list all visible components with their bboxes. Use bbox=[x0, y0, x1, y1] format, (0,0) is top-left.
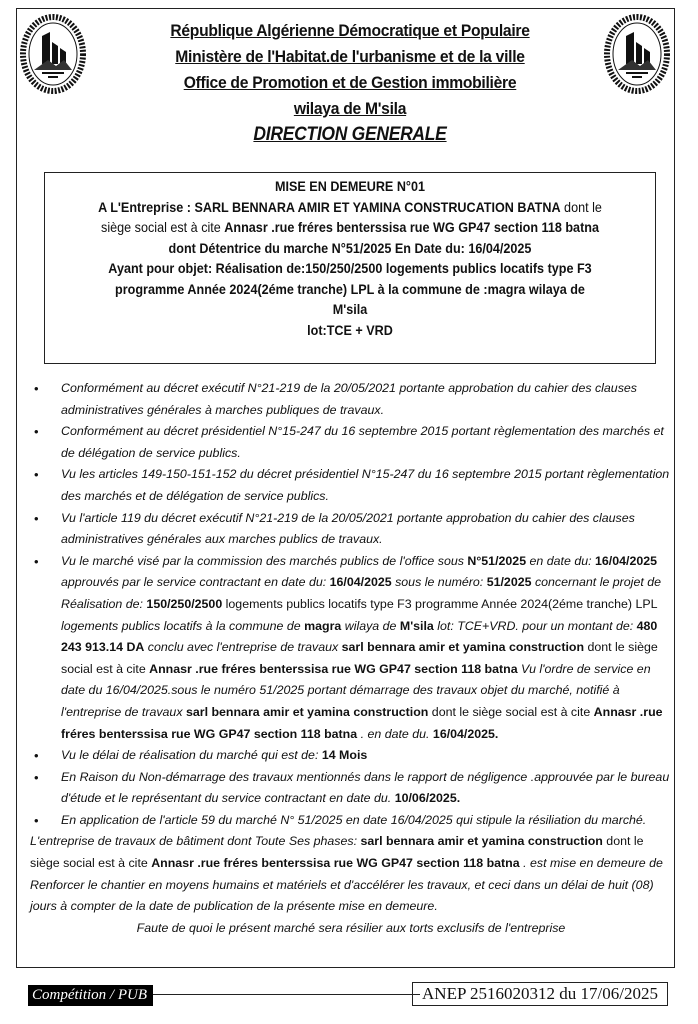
text: logements publics locatifs type F3 programme Année 2024(2éme tranche) LPL bbox=[222, 596, 658, 611]
footer-divider bbox=[120, 994, 420, 995]
notice-title: MISE EN DEMEURE N°01 bbox=[275, 178, 425, 194]
text: sous le numéro: bbox=[391, 575, 487, 590]
company-name: sarl bennara amir et yamina construction bbox=[360, 834, 603, 849]
addressee-prefix: A L'Entreprise : bbox=[98, 198, 195, 215]
address: Annasr .rue fréres benterssisa rue WG GP47 section 118 batna bbox=[149, 661, 518, 676]
notice-holder: dont Détentrice du marche N°51/2025 En Date du: 16/04/2025 bbox=[168, 239, 532, 256]
date: 16/04/2025 bbox=[595, 553, 658, 568]
header-republic: République Algérienne Démocratique et Populaire bbox=[170, 21, 530, 40]
notice-seat bbox=[76, 217, 625, 238]
text: logements publics locatifs à la commune de bbox=[61, 618, 305, 633]
date: 16/04/2025 bbox=[329, 575, 392, 590]
amount: 480 243 913.14 DA bbox=[61, 618, 658, 655]
bullet-icon: • bbox=[34, 553, 39, 569]
text: conclu avec l'entreprise de travaux bbox=[144, 640, 342, 655]
list-item-application bbox=[30, 810, 672, 832]
text: dont le siège social est à cite bbox=[428, 704, 594, 719]
closing-statement: Faute de quoi le présent marché sera résilier aux torts exclusifs de l'entreprise bbox=[136, 920, 566, 935]
text: Vu le délai de réalisation du marché qui est de: bbox=[61, 748, 322, 763]
text: dont le siège social est à cite bbox=[61, 640, 658, 676]
address: Annasr .rue fréres benterssisa rue WG GP47 section 118 batna bbox=[61, 704, 663, 741]
delay-value: 14 Mois bbox=[321, 748, 368, 763]
wilaya: M'sila bbox=[399, 618, 434, 633]
notice-object-1: Ayant pour objet: Réalisation de:150/250/2500 logements publics locatifs type F3 bbox=[108, 260, 592, 276]
text: Vu l'ordre de service en date du 16/04/2025.sous le numéro 51/2025 portant démarrage des travaux objet du marché, notifié à l'entreprise de travaux bbox=[61, 661, 651, 719]
list-item-delay bbox=[30, 745, 672, 767]
conclusion-paragraph bbox=[30, 831, 672, 917]
list-item-market bbox=[30, 551, 672, 745]
text: En Raison du Non-démarrage des travaux mentionnés dans le rapport de négligence .approuvée par le bureau d'étude et le représentant du service contractant en date du. bbox=[61, 769, 670, 806]
list-item bbox=[30, 464, 672, 507]
seat-address: Annasr .rue fréres benterssisa rue WG GP47 section 118 batna bbox=[224, 219, 599, 235]
bullet-icon: • bbox=[34, 467, 39, 483]
number: 51/2025 bbox=[486, 575, 532, 590]
seat-prefix: siège social est à cite bbox=[101, 219, 225, 235]
notice-lot: lot:TCE + VRD bbox=[307, 321, 393, 338]
opgi-emblem-icon bbox=[20, 14, 86, 94]
bullet-icon: • bbox=[34, 748, 39, 764]
list-item-text: Vu les articles 149-150-151-152 du décret présidentiel N°15-247 du 16 septembre 2015 portant règlementation des marchés et de délégation de service publics. bbox=[61, 467, 670, 503]
units: 150/250/2500 bbox=[146, 596, 223, 611]
notice-object-3: M'sila bbox=[332, 301, 368, 317]
list-item-text: Conformément au décret exécutif N°21-219 de la 20/05/2021 portante approbation du cahier des clauses administratives générales à marches publiques de travaux. bbox=[61, 381, 637, 417]
considerations-list bbox=[30, 378, 672, 939]
letterhead bbox=[100, 18, 600, 148]
company-name: sarl bennara amir et yamina construction bbox=[341, 640, 585, 655]
list-item bbox=[30, 421, 672, 464]
notice-box bbox=[44, 172, 656, 364]
anep-reference: ANEP 2516020312 du 17/06/2025 bbox=[412, 982, 668, 1006]
text: wilaya de bbox=[341, 618, 400, 633]
text: En application de l'article 59 du marché N° 51/2025 en date 16/04/2025 qui stipule la résiliation du marché. bbox=[61, 812, 647, 827]
list-item-text: Vu l'article 119 du décret exécutif N°21-219 de la 20/05/2021 portante approbation du cahier des clauses administratives générales aux marches publics de travaux. bbox=[61, 510, 635, 547]
text: Vu le marché visé par la commission des marchés publics de l'office sous bbox=[61, 553, 468, 568]
company-name: sarl bennara amir et yamina construction bbox=[185, 704, 429, 719]
market-number: N°51/2025 bbox=[467, 553, 527, 568]
notice-addressee bbox=[76, 197, 625, 218]
list-item-reason bbox=[30, 767, 672, 810]
list-item-text: Conformément au décret présidentiel N°15-247 du 16 septembre 2015 portant règlementation des marchés et de délégation de service publics. bbox=[61, 424, 664, 460]
publication-tag: Compétition / PUB bbox=[28, 985, 153, 1006]
list-item bbox=[30, 378, 672, 421]
commune: magra bbox=[304, 618, 342, 633]
bullet-icon: • bbox=[34, 381, 39, 396]
date: 10/06/2025. bbox=[394, 791, 461, 806]
text: . en date du. bbox=[357, 726, 433, 741]
header-wilaya: wilaya de M'sila bbox=[293, 99, 407, 118]
date: 16/04/2025. bbox=[432, 726, 499, 741]
text: en date du: bbox=[526, 553, 595, 568]
bullet-icon: • bbox=[34, 510, 39, 526]
opgi-emblem-icon bbox=[604, 14, 670, 94]
bullet-icon: • bbox=[34, 812, 39, 828]
notice-object-2: programme Année 2024(2éme tranche) LPL à la commune de :magra wilaya de bbox=[115, 280, 585, 297]
header-ministry: Ministère de l'Habitat.de l'urbanisme et de la ville bbox=[175, 47, 525, 66]
bullet-icon: • bbox=[34, 769, 39, 785]
company-name: SARL BENNARA AMIR ET YAMINA CONSTRUCATION BATNA bbox=[194, 198, 561, 215]
text: L'entreprise de travaux de bâtiment dont Toute Ses phases: bbox=[30, 834, 361, 849]
text: lot: TCE+VRD. pour un montant de: bbox=[433, 618, 637, 633]
text: dont le siège social est à cite bbox=[30, 834, 644, 871]
text: concernant le projet de Réalisation de: bbox=[61, 575, 661, 611]
text: approuvés par le service contractant en date du: bbox=[61, 575, 330, 590]
list-item bbox=[30, 508, 672, 551]
address: Annasr .rue fréres benterssisa rue WG GP47 section 118 batna bbox=[151, 856, 520, 871]
bullet-icon: • bbox=[34, 424, 39, 440]
header-direction: DIRECTION GENERALE bbox=[253, 124, 447, 145]
text: . est mise en demeure de Renforcer le chantier en moyens humains et matériels et d'accélérer les travaux, et ceci dans un délai de huit (08) jours à compter de la date de publication de la présente mise en demeure. bbox=[30, 856, 663, 914]
addressee-suffix: dont le bbox=[560, 198, 602, 215]
header-office: Office de Promotion et de Gestion immobilière bbox=[183, 73, 517, 92]
